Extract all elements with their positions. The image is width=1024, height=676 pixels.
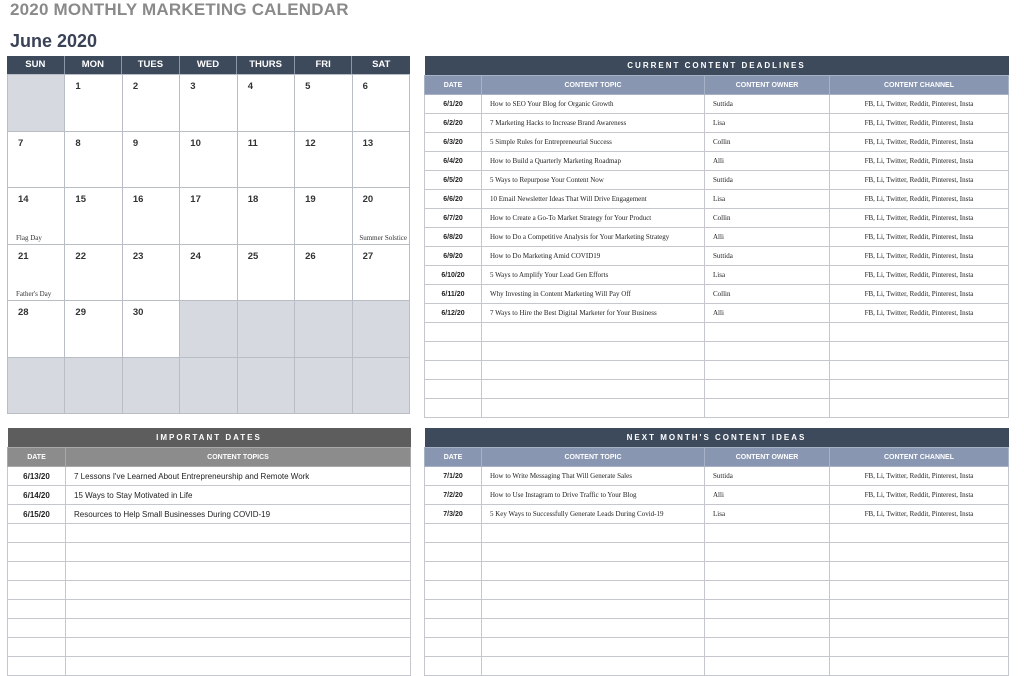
table-row <box>8 505 411 524</box>
column-header: CONTENT CHANNEL <box>830 448 1009 467</box>
table-row <box>425 361 1009 380</box>
table-cell[interactable]: How to Do Marketing Amid COVID19 <box>482 247 705 266</box>
table-cell[interactable] <box>425 399 482 418</box>
table-header-row <box>8 448 411 467</box>
table-row <box>425 380 1009 399</box>
table-cell[interactable]: 5 Key Ways to Successfully Generate Leads During Covid-19 <box>482 505 705 524</box>
calendar-day-cell[interactable] <box>353 301 410 358</box>
table-cell[interactable]: Suttida <box>705 171 830 190</box>
table-row <box>425 638 1009 657</box>
table-cell[interactable]: FB, Li, Twitter, Reddit, Pinterest, Insta <box>830 133 1009 152</box>
table-cell[interactable]: FB, Li, Twitter, Reddit, Pinterest, Insta <box>830 171 1009 190</box>
table-row <box>425 467 1009 486</box>
calendar-day-cell[interactable] <box>123 358 180 415</box>
table-cell[interactable]: 6/2/20 <box>425 114 482 133</box>
table-cell[interactable]: 6/10/20 <box>425 266 482 285</box>
table-cell[interactable] <box>482 399 705 418</box>
table-cell[interactable]: Collin <box>705 209 830 228</box>
day-number: 19 <box>305 194 316 205</box>
table-cell[interactable]: FB, Li, Twitter, Reddit, Pinterest, Insta <box>830 505 1009 524</box>
table-cell[interactable]: Alli <box>705 152 830 171</box>
table-cell[interactable]: 7/1/20 <box>425 467 482 486</box>
table-cell[interactable] <box>8 657 66 676</box>
calendar-day-cell[interactable] <box>353 75 410 132</box>
day-number: 21 <box>18 250 29 262</box>
table-cell[interactable] <box>66 581 411 600</box>
column-header: CONTENT CHANNEL <box>830 76 1009 95</box>
table-row <box>425 247 1009 266</box>
table-row <box>8 657 411 676</box>
table-row <box>425 304 1009 323</box>
calendar-day-cell[interactable] <box>123 132 180 189</box>
calendar-day-cell[interactable] <box>238 245 295 302</box>
weekday-label: MON <box>65 56 123 74</box>
table-cell[interactable] <box>830 543 1009 562</box>
table-caption: CURRENT CONTENT DEADLINES <box>425 56 1009 76</box>
calendar-day-cell[interactable] <box>295 301 352 358</box>
table-cell[interactable] <box>830 600 1009 619</box>
table-row <box>425 505 1009 524</box>
table-cell[interactable] <box>705 399 830 418</box>
table-cell[interactable]: Alli <box>705 228 830 247</box>
table-cell[interactable] <box>830 562 1009 581</box>
table-row <box>425 323 1009 342</box>
table-cell[interactable]: 6/8/20 <box>425 228 482 247</box>
table-cell[interactable] <box>66 524 411 543</box>
calendar-day-cell[interactable] <box>353 188 410 245</box>
table-cell[interactable]: 6/12/20 <box>425 304 482 323</box>
table-cell[interactable] <box>482 380 705 399</box>
calendar-day-cell[interactable] <box>238 188 295 245</box>
column-header: DATE <box>425 76 482 95</box>
table-cell[interactable] <box>8 543 66 562</box>
day-number: 11 <box>247 137 258 149</box>
table-cell[interactable]: 5 Ways to Amplify Your Lead Gen Efforts <box>482 266 705 285</box>
table-cell[interactable] <box>830 323 1009 342</box>
table-cell[interactable] <box>8 638 66 657</box>
day-number: 2 <box>132 81 139 92</box>
table-row <box>425 133 1009 152</box>
table-cell[interactable]: FB, Li, Twitter, Reddit, Pinterest, Insta <box>830 152 1009 171</box>
calendar-weekday-header <box>7 56 410 74</box>
table-header-row <box>425 448 1009 467</box>
calendar-day-cell[interactable] <box>65 245 122 302</box>
table-cell[interactable]: 6/9/20 <box>425 247 482 266</box>
calendar-day-cell[interactable] <box>65 358 122 415</box>
table-cell[interactable] <box>705 323 830 342</box>
calendar-day-cell[interactable] <box>180 245 237 302</box>
table-cell[interactable]: 6/6/20 <box>425 190 482 209</box>
calendar-day-cell[interactable] <box>65 75 122 132</box>
table-cell[interactable] <box>482 638 705 657</box>
table-cell[interactable] <box>66 600 411 619</box>
table-cell[interactable]: Lisa <box>705 190 830 209</box>
column-header: CONTENT TOPICS <box>66 448 411 467</box>
calendar-day-cell[interactable] <box>238 358 295 415</box>
table-cell[interactable] <box>705 581 830 600</box>
table-cell[interactable] <box>705 543 830 562</box>
table-cell[interactable]: 15 Ways to Stay Motivated in Life <box>66 486 411 505</box>
table-row <box>425 266 1009 285</box>
table-cell[interactable] <box>705 619 830 638</box>
table-cell[interactable]: 6/4/20 <box>425 152 482 171</box>
table-cell[interactable] <box>425 657 482 676</box>
table-caption: NEXT MONTH'S CONTENT IDEAS <box>425 428 1009 448</box>
day-number: 15 <box>75 194 86 205</box>
important-dates-table <box>7 428 411 676</box>
calendar-event: Father's Day <box>16 290 52 298</box>
page-title: 2020 MONTHLY MARKETING CALENDAR <box>10 0 349 19</box>
table-cell[interactable]: FB, Li, Twitter, Reddit, Pinterest, Insta <box>830 95 1009 114</box>
calendar-day-cell[interactable] <box>8 358 65 415</box>
table-cell[interactable]: 7 Marketing Hacks to Increase Brand Awareness <box>482 114 705 133</box>
table-caption-row <box>425 56 1009 76</box>
day-number: 13 <box>362 137 374 149</box>
table-cell[interactable]: How to Write Messaging That Will Generate Sales <box>482 467 705 486</box>
table-cell[interactable] <box>425 581 482 600</box>
calendar-day-cell[interactable] <box>8 132 65 189</box>
table-cell[interactable]: FB, Li, Twitter, Reddit, Pinterest, Insta <box>830 304 1009 323</box>
table-cell[interactable] <box>66 657 411 676</box>
table-cell[interactable] <box>482 524 705 543</box>
table-cell[interactable]: FB, Li, Twitter, Reddit, Pinterest, Insta <box>830 247 1009 266</box>
table-row <box>425 562 1009 581</box>
table-cell[interactable]: Lisa <box>705 114 830 133</box>
table-cell[interactable] <box>830 380 1009 399</box>
current-deadlines-table <box>424 56 1009 418</box>
day-number: 23 <box>132 250 144 262</box>
table-cell[interactable] <box>66 562 411 581</box>
calendar-day-cell[interactable] <box>180 132 237 189</box>
table-cell[interactable] <box>830 657 1009 676</box>
table-cell[interactable] <box>66 638 411 657</box>
table-cell[interactable]: How to Do a Competitive Analysis for Your Marketing Strategy <box>482 228 705 247</box>
table-row <box>425 190 1009 209</box>
table-row <box>8 581 411 600</box>
table-cell[interactable] <box>830 581 1009 600</box>
table-cell[interactable] <box>425 323 482 342</box>
table-row <box>425 581 1009 600</box>
column-header: DATE <box>8 448 66 467</box>
calendar-day-cell[interactable] <box>238 75 295 132</box>
day-number: 1 <box>75 81 81 92</box>
table-cell[interactable]: 10 Email Newsletter Ideas That Will Drive Engagement <box>482 190 705 209</box>
calendar-day-cell[interactable] <box>123 75 180 132</box>
table-row <box>8 524 411 543</box>
table-cell[interactable]: FB, Li, Twitter, Reddit, Pinterest, Insta <box>830 190 1009 209</box>
calendar-day-cell[interactable] <box>238 132 295 189</box>
table-cell[interactable]: FB, Li, Twitter, Reddit, Pinterest, Insta <box>830 266 1009 285</box>
table-cell[interactable]: Lisa <box>705 266 830 285</box>
table-cell[interactable] <box>705 361 830 380</box>
table-cell[interactable] <box>830 619 1009 638</box>
table-cell[interactable]: Lisa <box>705 505 830 524</box>
day-number: 12 <box>305 137 316 149</box>
table-row <box>8 619 411 638</box>
table-row <box>8 467 411 486</box>
table-row <box>425 619 1009 638</box>
table-cell[interactable]: FB, Li, Twitter, Reddit, Pinterest, Insta <box>830 285 1009 304</box>
table-row <box>425 171 1009 190</box>
day-number: 14 <box>18 194 29 205</box>
column-header: CONTENT OWNER <box>705 76 830 95</box>
day-number: 24 <box>190 250 201 262</box>
table-cell[interactable]: 6/3/20 <box>425 133 482 152</box>
table-cell[interactable] <box>8 524 66 543</box>
table-cell[interactable] <box>830 361 1009 380</box>
day-number: 22 <box>75 250 86 262</box>
table-cell[interactable] <box>830 524 1009 543</box>
table-cell[interactable]: 6/11/20 <box>425 285 482 304</box>
calendar-day-cell[interactable] <box>8 301 65 358</box>
table-cell[interactable] <box>425 638 482 657</box>
day-number: 7 <box>18 137 24 149</box>
day-number: 5 <box>305 81 311 92</box>
day-number: 10 <box>190 137 201 149</box>
weekday-label: SUN <box>7 56 65 74</box>
table-cell[interactable]: 5 Ways to Repurpose Your Content Now <box>482 171 705 190</box>
table-cell[interactable]: How to Create a Go-To Market Strategy for Your Product <box>482 209 705 228</box>
calendar-day-cell[interactable] <box>8 75 65 132</box>
table-cell[interactable]: Collin <box>705 285 830 304</box>
weekday-label: WED <box>180 56 238 74</box>
table-cell[interactable]: 6/5/20 <box>425 171 482 190</box>
table-cell[interactable]: 7/3/20 <box>425 505 482 524</box>
table-cell[interactable]: FB, Li, Twitter, Reddit, Pinterest, Insta <box>830 486 1009 505</box>
table-cell[interactable]: How to SEO Your Blog for Organic Growth <box>482 95 705 114</box>
day-number: 17 <box>190 194 201 205</box>
table-cell[interactable]: 6/1/20 <box>425 95 482 114</box>
table-cell[interactable]: FB, Li, Twitter, Reddit, Pinterest, Insta <box>830 209 1009 228</box>
table-cell[interactable] <box>482 361 705 380</box>
column-header: CONTENT TOPIC <box>482 76 705 95</box>
calendar-day-cell[interactable] <box>123 301 180 358</box>
table-cell[interactable]: 6/13/20 <box>8 467 66 486</box>
day-number: 4 <box>247 81 253 92</box>
table-cell[interactable]: 7 Ways to Hire the Best Digital Marketer for Your Business <box>482 304 705 323</box>
table-cell[interactable] <box>482 543 705 562</box>
table-row <box>8 486 411 505</box>
calendar-day-cell[interactable] <box>8 245 65 302</box>
calendar-day-cell[interactable] <box>180 75 237 132</box>
calendar <box>7 56 410 413</box>
table-cell[interactable]: 6/15/20 <box>8 505 66 524</box>
table-cell[interactable] <box>8 600 66 619</box>
calendar-day-cell[interactable] <box>295 75 352 132</box>
table-cell[interactable] <box>482 342 705 361</box>
day-number: 6 <box>362 81 368 92</box>
day-number: 25 <box>247 250 259 262</box>
table-header-row <box>425 76 1009 95</box>
table-cell[interactable] <box>8 619 66 638</box>
next-month-ideas-table <box>424 428 1009 676</box>
table-cell[interactable] <box>482 657 705 676</box>
table-cell[interactable] <box>425 562 482 581</box>
calendar-day-cell[interactable] <box>353 358 410 415</box>
table-row <box>425 342 1009 361</box>
table-cell[interactable] <box>482 323 705 342</box>
table-cell[interactable] <box>482 581 705 600</box>
table-caption-row <box>8 428 411 448</box>
table-row <box>425 600 1009 619</box>
table-cell[interactable]: How to Use Instagram to Drive Traffic to Your Blog <box>482 486 705 505</box>
table-cell[interactable]: FB, Li, Twitter, Reddit, Pinterest, Insta <box>830 228 1009 247</box>
table-cell[interactable] <box>66 543 411 562</box>
day-number: 27 <box>362 250 374 262</box>
table-cell[interactable]: 7 Lessons I've Learned About Entrepreneurship and Remote Work <box>66 467 411 486</box>
table-cell[interactable]: Suttida <box>705 95 830 114</box>
calendar-day-cell[interactable] <box>123 188 180 245</box>
calendar-grid <box>7 74 410 414</box>
calendar-event: Flag Day <box>16 233 42 242</box>
calendar-day-cell[interactable] <box>353 245 410 302</box>
calendar-day-cell[interactable] <box>295 188 352 245</box>
weekday-label: THURS <box>237 56 295 74</box>
table-cell[interactable]: Suttida <box>705 247 830 266</box>
day-number: 8 <box>75 137 81 149</box>
day-number: 26 <box>305 250 316 262</box>
table-cell[interactable] <box>482 562 705 581</box>
table-cell[interactable]: FB, Li, Twitter, Reddit, Pinterest, Insta <box>830 114 1009 133</box>
table-row <box>425 209 1009 228</box>
table-row <box>8 543 411 562</box>
day-number: 28 <box>18 307 29 318</box>
table-cell[interactable] <box>705 657 830 676</box>
table-cell[interactable]: 5 Simple Rules for Entrepreneurial Success <box>482 133 705 152</box>
day-number: 30 <box>132 307 144 318</box>
table-cell[interactable]: 6/7/20 <box>425 209 482 228</box>
calendar-day-cell[interactable] <box>180 301 237 358</box>
table-caption: IMPORTANT DATES <box>8 428 411 448</box>
calendar-day-cell[interactable] <box>65 301 122 358</box>
table-row <box>425 285 1009 304</box>
table-row <box>425 524 1009 543</box>
table-cell[interactable]: Alli <box>705 486 830 505</box>
table-cell[interactable] <box>830 399 1009 418</box>
table-cell[interactable]: FB, Li, Twitter, Reddit, Pinterest, Insta <box>830 467 1009 486</box>
month-heading: June 2020 <box>10 31 98 51</box>
table-cell[interactable] <box>705 380 830 399</box>
day-number: 3 <box>190 81 196 92</box>
day-number: 20 <box>362 194 374 205</box>
table-cell[interactable]: How to Build a Quarterly Marketing Roadmap <box>482 152 705 171</box>
table-cell[interactable]: Suttida <box>705 467 830 486</box>
table-row <box>425 486 1009 505</box>
table-row <box>425 399 1009 418</box>
table-cell[interactable] <box>705 600 830 619</box>
calendar-day-cell[interactable] <box>295 245 352 302</box>
table-row <box>425 95 1009 114</box>
calendar-day-cell[interactable] <box>295 132 352 189</box>
table-row <box>425 543 1009 562</box>
table-cell[interactable] <box>425 380 482 399</box>
table-row <box>8 562 411 581</box>
table-cell[interactable] <box>8 562 66 581</box>
table-cell[interactable]: Alli <box>705 304 830 323</box>
weekday-label: SAT <box>372 59 391 70</box>
table-cell[interactable]: Why Investing in Content Marketing Will Pay Off <box>482 285 705 304</box>
table-cell[interactable]: 6/14/20 <box>8 486 66 505</box>
column-header: DATE <box>425 448 482 467</box>
table-cell[interactable] <box>482 600 705 619</box>
table-cell[interactable] <box>705 524 830 543</box>
table-row <box>425 152 1009 171</box>
table-caption-row <box>425 428 1009 448</box>
table-cell[interactable] <box>705 342 830 361</box>
table-cell[interactable] <box>425 524 482 543</box>
table-cell[interactable]: Resources to Help Small Businesses During COVID-19 <box>66 505 411 524</box>
calendar-day-cell[interactable] <box>180 188 237 245</box>
column-header: CONTENT TOPIC <box>482 448 705 467</box>
table-row <box>425 657 1009 676</box>
table-cell[interactable]: Collin <box>705 133 830 152</box>
calendar-day-cell[interactable] <box>238 301 295 358</box>
table-cell[interactable] <box>425 342 482 361</box>
calendar-day-cell[interactable] <box>65 188 122 245</box>
table-cell[interactable] <box>830 638 1009 657</box>
table-cell[interactable] <box>705 638 830 657</box>
table-row <box>8 638 411 657</box>
table-cell[interactable] <box>66 619 411 638</box>
calendar-day-cell[interactable] <box>295 358 352 415</box>
table-row <box>425 114 1009 133</box>
table-cell[interactable] <box>705 562 830 581</box>
calendar-event: Summer Solstice <box>359 233 407 242</box>
day-number: 29 <box>75 307 86 318</box>
calendar-day-cell[interactable] <box>123 245 180 302</box>
day-number: 18 <box>247 194 259 205</box>
calendar-day-cell[interactable] <box>8 188 65 245</box>
weekday-label: TUES <box>122 56 180 74</box>
weekday-label: FRI <box>295 56 353 74</box>
table-cell[interactable] <box>830 342 1009 361</box>
day-number: 16 <box>132 194 144 205</box>
calendar-day-cell[interactable] <box>65 132 122 189</box>
table-cell[interactable] <box>425 361 482 380</box>
table-cell[interactable]: 7/2/20 <box>425 486 482 505</box>
table-cell[interactable] <box>482 619 705 638</box>
table-cell[interactable] <box>425 600 482 619</box>
table-row <box>425 228 1009 247</box>
calendar-day-cell[interactable] <box>180 358 237 415</box>
table-cell[interactable] <box>425 543 482 562</box>
day-number: 9 <box>132 137 139 149</box>
column-header: CONTENT OWNER <box>705 448 830 467</box>
table-cell[interactable] <box>8 581 66 600</box>
table-cell[interactable] <box>425 619 482 638</box>
table-row <box>8 600 411 619</box>
calendar-day-cell[interactable] <box>353 132 410 189</box>
